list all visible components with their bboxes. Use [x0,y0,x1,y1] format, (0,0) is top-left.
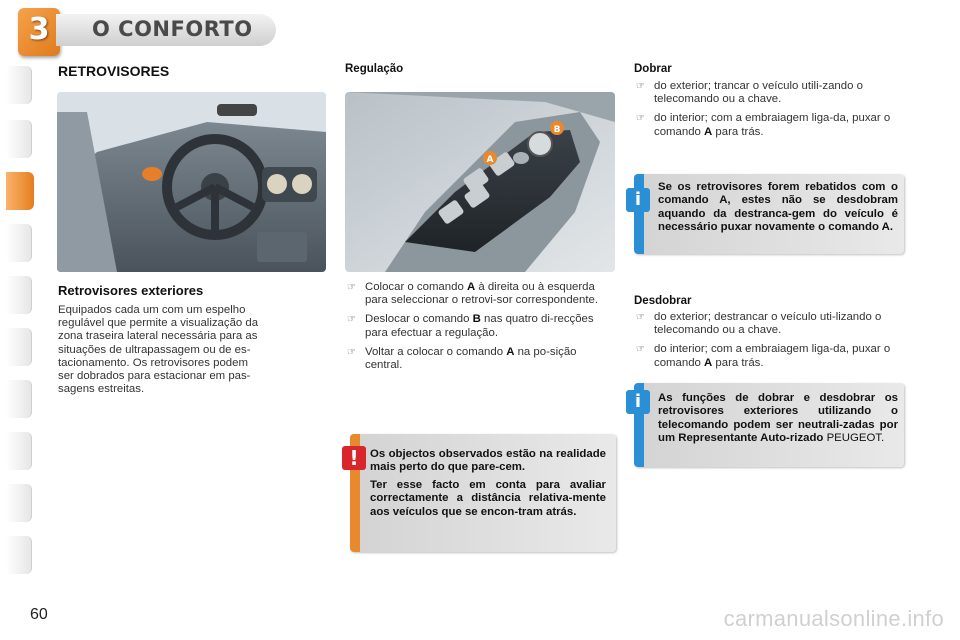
section-title: RETROVISORES [58,63,170,79]
list-item: ☞ do interior; com a embraiagem liga-da, puxar o comando A para trás. [636,112,891,138]
fold-list [634,80,902,145]
chapter-tab[interactable] [6,328,32,366]
hand-pointer-icon: ☞ [347,346,356,358]
chapter-tab[interactable] [6,120,32,158]
warning-text: Os objectos observados estão na realidade mais perto do que pare-cem. Ter esse facto em conta para avaliar correctamente a distância relativa-mente aos veículos que se encon-tram atrás. [370,448,606,518]
chapter-tabs [0,66,34,576]
list-item: ☞ do exterior; trancar o veículo utili-zando o telecomando ou a chave. [636,80,863,106]
paragraph-line: sagens estreitas. [58,383,145,396]
label-a: A [486,155,494,165]
hand-pointer-icon: ☞ [636,113,645,125]
unfold-list [634,311,902,376]
info-box [634,383,904,467]
list-item: ☞ Voltar a colocar o comando A na po-sição central. [347,345,577,372]
chapter-tab[interactable] [6,66,32,104]
chapter-tab[interactable] [6,276,32,314]
info-icon: i [626,188,650,212]
unfold-heading: Desdobrar [634,295,692,307]
list-item: ☞ do interior; com a embraiagem liga-da, puxar o comando A para trás. [636,343,891,369]
chapter-title: O CONFORTO [92,17,253,41]
list-item: ☞ Deslocar o comando B nas quatro di-recções para efectuar a regulação. [347,313,594,339]
hand-pointer-icon: ☞ [347,314,356,326]
column-heading: Regulação [345,63,404,75]
chapter-title-bar [56,14,276,46]
warning-box [350,434,616,552]
chapter-badge [18,8,60,56]
fold-heading: Dobrar [634,63,672,75]
info-box [634,174,904,254]
paragraph-line: regulável que permite a visualização da [58,317,259,330]
car-interior-photo [57,92,326,272]
door-control-photo [345,92,615,272]
warning-icon: ! [342,446,366,470]
info-icon: i [626,390,650,414]
paragraph-line: situações de ultrapassagem ou de es- [58,343,251,356]
adjust-list [345,281,615,378]
hand-pointer-icon: ☞ [636,312,645,323]
list-item: ☞ Colocar o comando A à direita ou à esquerda para seleccionar o retrovi-sor correspondente. [347,281,598,307]
label-b: B [553,125,561,135]
chapter-tab[interactable] [6,484,32,522]
hand-pointer-icon: ☞ [636,344,645,356]
subheading: Retrovisores exteriores [58,283,204,298]
page-number: 60 [30,606,48,623]
info-stripe [634,174,644,254]
body-paragraph [58,304,326,396]
paragraph-line: tacionamento. Os retrovisores podem [58,356,248,369]
chapter-number: 3 [28,12,50,47]
hand-pointer-icon: ☞ [636,81,645,92]
chapter-tab[interactable] [6,536,32,574]
paragraph-line: Equipados cada um com um espelho [58,304,246,316]
list-item: ☞ do exterior; destrancar o veículo uti-lizando o telecomando ou a chave. [636,311,882,337]
paragraph-line: ser dobrados para estacionar em pas- [58,370,251,383]
chapter-tab-active[interactable] [6,172,34,210]
info-text: As funções de dobrar e desdobrar os retrovisores exteriores utilizando o telecomando podem ser neutrali-zadas por um Representante Auto-rizado PEUGEOT. [658,392,898,445]
paragraph-line: zona traseira lateral necessária para as [58,330,258,343]
info-text: Se os retrovisores forem rebatidos com o comando A, estes não se desdobram aquando da destranca-gem do veículo é necessário puxar novamente o comando A. [658,181,899,234]
chapter-tab[interactable] [6,224,32,262]
chapter-tab[interactable] [6,432,32,470]
site-watermark: carmanualsonline.info [723,606,944,631]
chapter-tab[interactable] [6,380,32,418]
hand-pointer-icon: ☞ [347,282,356,293]
